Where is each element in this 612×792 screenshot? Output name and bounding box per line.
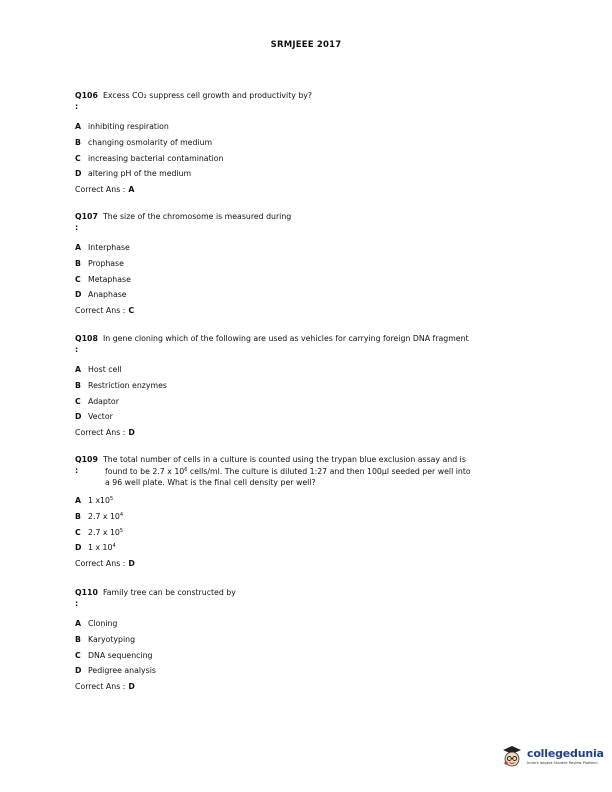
correct-answer: Correct Ans : A [75,184,135,194]
option: D Anaphase [75,290,127,300]
option: C increasing bacterial contamination [75,153,224,163]
question-text: The size of the chromosome is measured during [103,212,292,221]
question-text: Family tree can be constructed by [103,588,236,597]
option: B 2.7 x $10^4$ [75,512,124,522]
option: A 1 $x10^5$ [75,496,114,506]
question-number: Q106 [75,91,98,100]
option: B Prophase [75,259,124,269]
question-block: Q106 : Excess CO₂ suppress cell growth and productivity by? A inhibiting respiration B changing osmolarity of medium C increasing bacterial contamination D altering pH of the medium Correct Ans : A [75,90,545,197]
correct-answer: Correct Ans : D [75,427,135,437]
page-title: SRMJEEE 2017 [270,40,342,50]
correct-answer: Correct Ans : C [75,305,135,315]
option: A Interphase [75,243,130,253]
question-block: Q109 : The total number of cells in a culture is counted using the trypan blue exclusion assay and is found to be 2.7 x $10^6$ cells/ml. The culture is diluted 1:27 and then 100µl seeded per well into a 96 well plate. What is the final cell density per well? A 1 $x10^5$ B 2.7 x $10^4$ C 2.7 x $10^5$ D 1 x $10^4$ Correct Ans : D [75,454,545,571]
question-number: Q107 [75,212,98,221]
question-text: The total number of cells in a culture is counted using the trypan blue exclusion assay and is found to be 2.7 x $10^6$ cells/ml. The culture is diluted 1:27 and then 100µl seeded per well into a 96 well plate. What is the final cell density per well? [103,455,471,487]
option: A inhibiting respiration [75,122,169,132]
logo-name: collegedunia [527,747,604,760]
question-text: Excess CO₂ suppress cell growth and productivity by? [103,91,313,100]
question-block: Q108 : In gene cloning which of the following are used as vehicles for carrying foreign DNA fragment A Host cell B Restriction enzymes C Adaptor D Vector Correct Ans : D [75,333,545,440]
option: C DNA sequencing [75,650,153,660]
question-block: Q110 : Family tree can be constructed by A Cloning B Karyotyping C DNA sequencing D Pedigree analysis Correct Ans : D [75,587,545,694]
question-number: Q108 [75,334,98,343]
correct-answer: Correct Ans : D [75,558,135,568]
option: A Host cell [75,365,122,375]
question-text: In gene cloning which of the following are used as vehicles for carrying foreign DNA fragment [103,334,469,343]
option: D Pedigree analysis [75,666,156,676]
question-number: Q110 [75,588,98,597]
option: C Metaphase [75,274,131,284]
option: C 2.7 x $10^5$ [75,527,124,537]
option: D 1 x $10^4$ [75,543,116,553]
question-block: Q107 : The size of the chromosome is measured during A Interphase B Prophase C Metaphase D Anaphase Correct Ans : C [75,211,545,318]
mascot-icon [500,744,524,768]
correct-answer: Correct Ans : D [75,681,135,691]
collegedunia-logo [500,744,604,768]
option: D Vector [75,412,113,422]
question-number: Q109 [75,455,98,464]
logo-tagline: India's largest Student Review Platform [527,761,598,765]
option: B Restriction enzymes [75,381,167,391]
option: B changing osmolarity of medium [75,138,213,148]
option: D altering pH of the medium [75,169,192,179]
option: B Karyotyping [75,635,136,645]
option: A Cloning [75,619,118,629]
option: C Adaptor [75,396,119,406]
